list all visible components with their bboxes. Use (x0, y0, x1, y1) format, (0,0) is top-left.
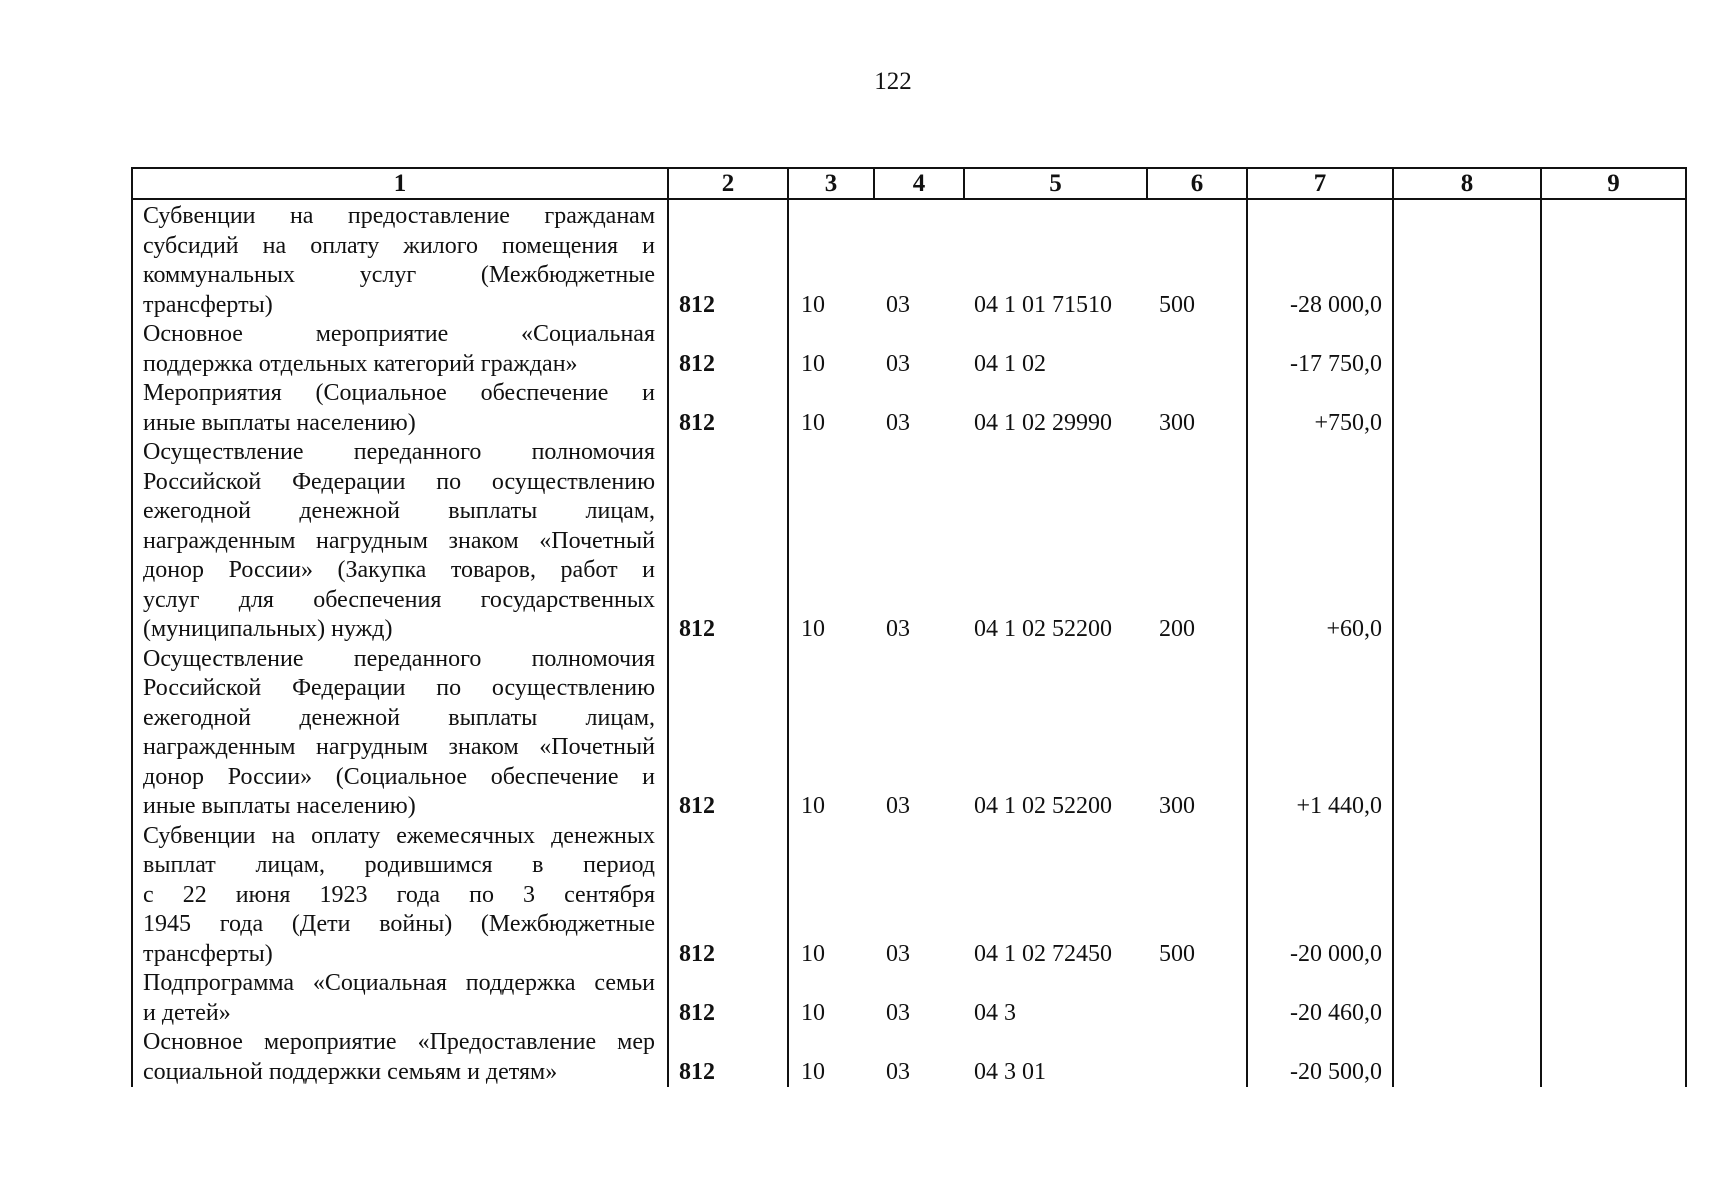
row-description (132, 645, 668, 822)
table-body (132, 199, 1686, 1087)
description-line: поддержка отдельных категорий граждан» (143, 350, 578, 377)
empty-cell-8 (1393, 969, 1541, 1028)
subsection-cell: 03 (886, 940, 910, 967)
row-description (132, 438, 668, 645)
target-article-cell: 04 1 02 (974, 350, 1046, 377)
row-description (132, 199, 668, 320)
table-row (132, 969, 1686, 1028)
description-line: социальной поддержки семьям и детям» (143, 1058, 558, 1085)
expense-type-cell: 200 (1147, 438, 1247, 645)
description-line: услуг для обеспечения государственных (143, 586, 655, 613)
description-line: донор России» (Социальное обеспечение и (143, 763, 655, 790)
column-header-6: 6 (1147, 168, 1247, 199)
description-line: Осуществление переданного полномочия (143, 645, 655, 672)
description-line: Российской Федерации по осуществлению (143, 468, 655, 495)
target-article-cell: 04 3 01 (974, 1058, 1046, 1085)
column-header-9: 9 (1541, 168, 1686, 199)
expense-type-cell: 500 (1147, 822, 1247, 970)
description-line: Основное мероприятие «Предоставление мер (143, 1029, 655, 1055)
amount-cell: +60,0 (1247, 438, 1393, 645)
description-line: иные выплаты населению) (143, 793, 416, 819)
description-line: коммунальных услуг (Межбюджетные (143, 262, 655, 288)
target-article-cell: 04 1 01 71510 (974, 291, 1112, 318)
section-cell: 10 (788, 320, 874, 379)
table-row (132, 1028, 1686, 1087)
empty-cell-8 (1393, 1028, 1541, 1087)
empty-cell-9 (1541, 320, 1686, 379)
admin-code-cell: 812 (668, 645, 788, 822)
description-line: Субвенции на оплату ежемесячных денежных (143, 822, 655, 849)
budget-table-container (131, 167, 1685, 1087)
header-row (132, 168, 1686, 199)
column-header-2: 2 (668, 168, 788, 199)
table-row (132, 645, 1686, 822)
empty-cell-9 (1541, 438, 1686, 645)
expense-type-cell: 500 (1147, 199, 1247, 320)
table-row (132, 320, 1686, 379)
empty-cell-9 (1541, 1028, 1686, 1087)
subsection-cell: 03 (886, 291, 910, 318)
section-cell: 10 (788, 438, 874, 645)
amount-cell: -28 000,0 (1247, 199, 1393, 320)
section-cell: 10 (788, 969, 874, 1028)
subsection-cell: 03 (886, 1058, 910, 1085)
admin-code-cell: 812 (668, 438, 788, 645)
column-header-4: 4 (874, 168, 964, 199)
description-line: Мероприятия (Социальное обеспечение и (143, 380, 655, 406)
description-line: иные выплаты населению) (143, 409, 416, 436)
description-line: Основное мероприятие «Социальная (143, 321, 655, 347)
expense-type-cell (1147, 1028, 1247, 1087)
description-line: и детей» (143, 999, 231, 1026)
description-line: Осуществление переданного полномочия (143, 439, 655, 465)
admin-code-cell: 812 (668, 379, 788, 438)
empty-cell-8 (1393, 822, 1541, 970)
subsection-cell: 03 (886, 999, 910, 1026)
section-cell: 10 (788, 199, 874, 320)
admin-code-cell: 812 (668, 822, 788, 970)
target-article-cell: 04 1 02 72450 (974, 940, 1112, 967)
expense-type-cell (1147, 320, 1247, 379)
amount-cell: +750,0 (1247, 379, 1393, 438)
row-description (132, 320, 668, 379)
target-article-cell: 04 1 02 29990 (974, 409, 1112, 436)
empty-cell-8 (1393, 438, 1541, 645)
description-line: трансферты) (143, 940, 273, 967)
row-description (132, 1028, 668, 1087)
description-line: донор России» (Закупка товаров, работ и (143, 557, 655, 583)
description-line: трансферты) (143, 291, 273, 318)
empty-cell-8 (1393, 320, 1541, 379)
empty-cell-9 (1541, 822, 1686, 970)
row-description (132, 379, 668, 438)
admin-code-cell: 812 (668, 199, 788, 320)
empty-cell-9 (1541, 969, 1686, 1028)
description-line: награжденным нагрудным знаком «Почетный (143, 527, 655, 554)
subsection-cell: 03 (886, 409, 910, 436)
description-line: ежегодной денежной выплаты лицам, (143, 498, 655, 524)
column-header-8: 8 (1393, 168, 1541, 199)
description-line: Российской Федерации по осуществлению (143, 675, 655, 701)
empty-cell-9 (1541, 199, 1686, 320)
amount-cell: +1 440,0 (1247, 645, 1393, 822)
subsection-cell: 03 (886, 350, 910, 377)
subsection-cell: 03 (886, 616, 910, 642)
description-line: награжденным нагрудным знаком «Почетный (143, 734, 655, 760)
target-article-cell: 04 3 (974, 999, 1016, 1026)
amount-cell: -20 460,0 (1247, 969, 1393, 1028)
description-line: 1945 года (Дети войны) (Межбюджетные (143, 911, 655, 937)
column-header-1: 1 (132, 168, 668, 199)
table-row (132, 822, 1686, 970)
expense-type-cell (1147, 969, 1247, 1028)
empty-cell-9 (1541, 645, 1686, 822)
target-article-cell: 04 1 02 52200 (974, 616, 1112, 642)
empty-cell-8 (1393, 379, 1541, 438)
table-row (132, 199, 1686, 320)
budget-table (131, 167, 1687, 1087)
section-cell: 10 (788, 1028, 874, 1087)
page-number: 122 (874, 68, 912, 95)
table-row (132, 438, 1686, 645)
column-header-5: 5 (964, 168, 1147, 199)
description-line: с 22 июня 1923 года по 3 сентября (143, 881, 655, 908)
admin-code-cell: 812 (668, 1028, 788, 1087)
admin-code-cell: 812 (668, 969, 788, 1028)
admin-code-cell: 812 (668, 320, 788, 379)
row-description (132, 969, 668, 1028)
target-article-cell: 04 1 02 52200 (974, 793, 1112, 819)
table-row (132, 379, 1686, 438)
section-cell: 10 (788, 645, 874, 822)
empty-cell-9 (1541, 379, 1686, 438)
description-line: Подпрограмма «Социальная поддержка семьи (143, 970, 655, 996)
subsection-cell: 03 (886, 793, 910, 819)
empty-cell-8 (1393, 199, 1541, 320)
description-line: ежегодной денежной выплаты лицам, (143, 704, 655, 731)
section-cell: 10 (788, 822, 874, 970)
column-header-7: 7 (1247, 168, 1393, 199)
description-line: субсидий на оплату жилого помещения и (143, 232, 655, 259)
amount-cell: -20 500,0 (1247, 1028, 1393, 1087)
description-line: Субвенции на предоставление гражданам (143, 203, 655, 229)
row-description (132, 822, 668, 970)
column-header-3: 3 (788, 168, 874, 199)
amount-cell: -20 000,0 (1247, 822, 1393, 970)
expense-type-cell: 300 (1147, 379, 1247, 438)
description-line: (муниципальных) нужд) (143, 616, 393, 642)
expense-type-cell: 300 (1147, 645, 1247, 822)
description-line: выплат лицам, родившимся в период (143, 852, 655, 878)
empty-cell-8 (1393, 645, 1541, 822)
section-cell: 10 (788, 379, 874, 438)
amount-cell: -17 750,0 (1247, 320, 1393, 379)
